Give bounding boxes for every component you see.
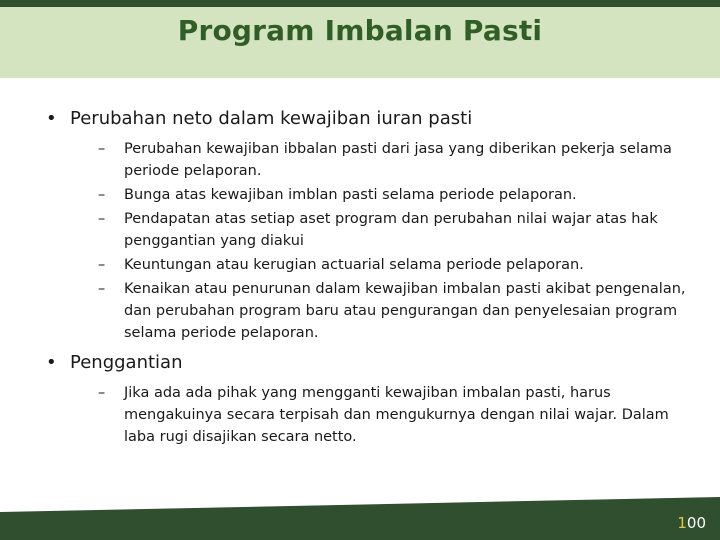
dash-icon: – — [98, 385, 106, 402]
bullet-dot-icon: • — [46, 108, 57, 129]
page-number-lead: 1 — [677, 514, 687, 532]
slide-title: Program Imbalan Pasti — [177, 14, 543, 47]
sub-item: – Perubahan kewajiban ibbalan pasti dari jasa yang diberikan pekerja selama periode pelaporan. — [98, 141, 672, 179]
sub-item: – Bunga atas kewajiban imblan pasti selama periode pelaporan. — [98, 185, 686, 207]
bullet-dot-icon: • — [46, 352, 57, 374]
dash-icon: – — [98, 211, 106, 228]
bullet-1-text: Perubahan neto dalam kewajiban iuran pasti — [70, 108, 473, 129]
page-number-rest: 00 — [686, 514, 706, 532]
bullet-2-text: Penggantian — [70, 352, 183, 374]
sub-item: – Keuntungan atau kerugian actuarial selama periode pelaporan. — [98, 255, 686, 277]
page-number — [677, 514, 706, 532]
dash-icon: – — [98, 141, 106, 157]
dash-icon: – — [98, 281, 106, 298]
slide-content — [46, 107, 686, 451]
bullet-1-subitems — [98, 139, 686, 344]
sub-item: – Pendapatan atas setiap aset program dan perubahan nilai wajar atas hak penggantian yang diakui — [98, 211, 658, 249]
top-bar — [0, 0, 720, 7]
dash-icon: – — [98, 186, 106, 203]
dash-icon: – — [98, 257, 106, 274]
sub-item: – Jika ada ada pihak yang mengganti kewajiban imbalan pasti, harus mengakuinya secara terpisah dan mengukurnya dengan nilai wajar. Dalam laba rugi disajikan secara netto. — [98, 385, 669, 445]
bullet-1 — [46, 107, 686, 131]
sub-item: – Kenaikan atau penurunan dalam kewajiban imbalan pasti akibat pengenalan, dan perubahan program baru atau pengurangan dan penyelesaian program selama periode pelaporan. — [98, 281, 686, 341]
bullet-2-subitems — [98, 383, 686, 448]
footer-bar — [0, 497, 720, 540]
bullet-2 — [46, 351, 686, 375]
